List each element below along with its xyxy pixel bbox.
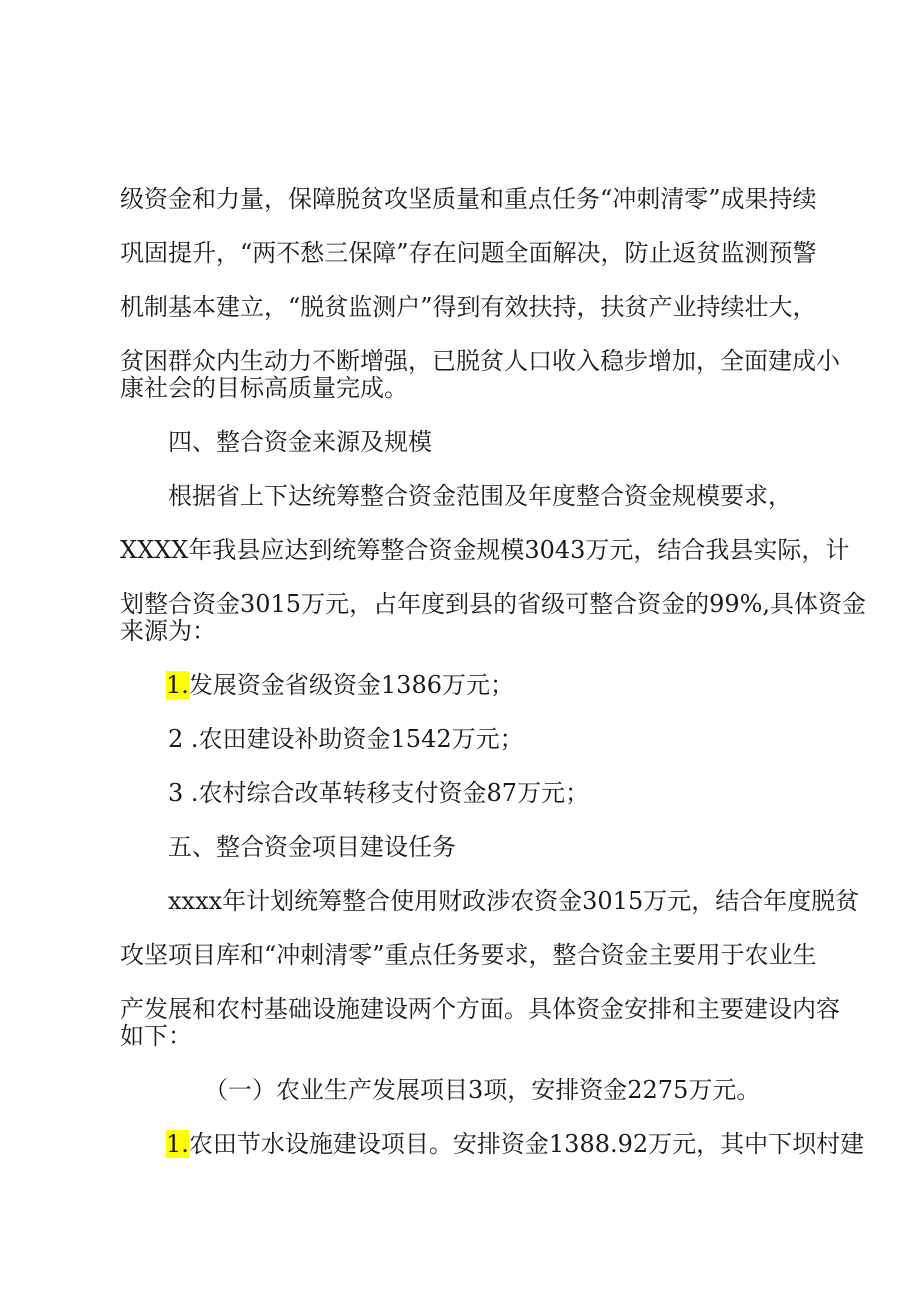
paragraph-line: 根据省上下达统筹整合资金范围及年度整合资金规模要求，	[168, 482, 792, 510]
list-item	[166, 1127, 865, 1161]
paragraph-line: 产发展和农村基础设施建设两个方面。具体资金安排和主要建设内容	[120, 995, 840, 1023]
list-item	[168, 776, 768, 810]
item-number: 1.	[166, 671, 189, 699]
item-text: 农村综合改革转移支付资金87万元；	[198, 779, 590, 807]
item-number: 3 .	[168, 779, 199, 807]
item-text: 农田节水设施建设项目。安排资金1388.92万元，其中下坝村建	[188, 1130, 865, 1158]
section-heading: 四、整合资金来源及规模	[168, 428, 432, 456]
paragraph-line: 级资金和力量，保障脱贫攻坚质量和重点任务“冲刺清零”成果持续	[120, 185, 817, 213]
paragraph-line: 攻坚项目库和“冲刺清零”重点任务要求，整合资金主要用于农业生	[120, 941, 817, 969]
list-item	[166, 668, 766, 702]
paragraph-line: 划整合资金3015万元，占年度到县的省级可整合资金的99%,具体资金	[120, 590, 867, 618]
paragraph-line: xxxx年计划统筹整合使用财政涉农资金3015万元，结合年度脱贫	[168, 887, 860, 915]
item-text: 发展资金省级资金1386万元；	[188, 671, 514, 699]
subsection-heading: （一）农业生产发展项目3项，安排资金2275万元。	[204, 1076, 761, 1104]
paragraph-line: 机制基本建立，“脱贫监测户”得到有效扶持，扶贫产业持续壮大，	[120, 293, 817, 321]
item-number: 1.	[166, 1130, 189, 1158]
item-text: 农田建设补助资金1542万元；	[198, 725, 524, 753]
paragraph-line: 来源为：	[120, 617, 216, 645]
paragraph-line: 康社会的目标高质量完成。	[120, 374, 408, 402]
section-heading: 五、整合资金项目建设任务	[168, 833, 456, 861]
paragraph-line: 巩固提升，“两不愁三保障”存在问题全面解决，防止返贫监测预警	[120, 239, 817, 267]
list-item	[168, 722, 768, 756]
paragraph-line: 贫困群众内生动力不断增强，已脱贫人口收入稳步增加，全面建成小	[120, 347, 840, 375]
item-number: 2 .	[168, 725, 199, 753]
paragraph-line: XXXX年我县应达到统筹整合资金规模3043万元，结合我县实际，计	[120, 536, 850, 564]
paragraph-line: 如下：	[120, 1022, 192, 1050]
